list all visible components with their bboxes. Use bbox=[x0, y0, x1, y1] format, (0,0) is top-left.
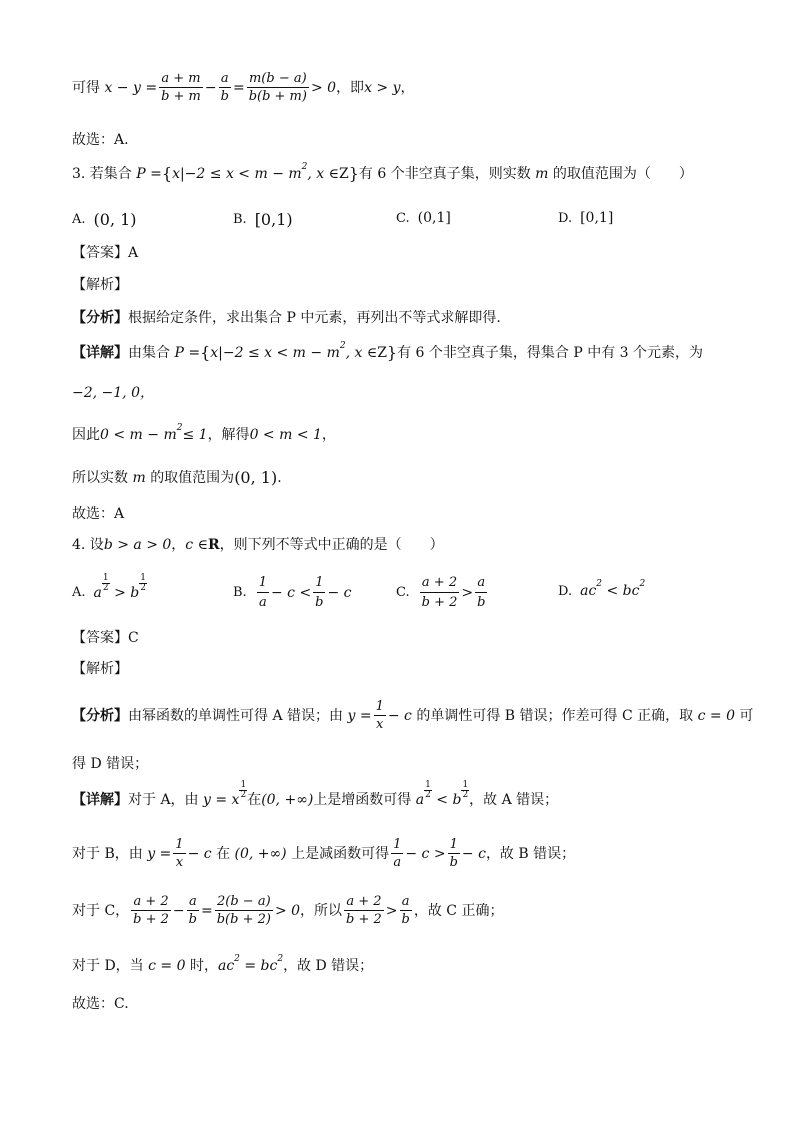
option-d: D. ac 2 < bc 2 bbox=[558, 579, 646, 599]
analysis-tag: 【解析】 bbox=[72, 277, 128, 293]
option-c: C. (0,1] bbox=[396, 210, 451, 226]
fraction: $\frac{a}{b}$ bbox=[220, 71, 229, 104]
answer-tag: 【答案】C bbox=[72, 630, 139, 646]
text: 可得 bbox=[72, 79, 100, 96]
text: 故选：A. bbox=[72, 132, 129, 148]
option-a: A. (0, 1) bbox=[72, 210, 137, 229]
text: ，即 bbox=[336, 79, 365, 96]
question-3: 3. 若集合 P = { x|−2 ≤ x < m − m 2 , x ∈ Z } 有 6 个非空真子集，则实数 m 的取值范围为（ ） bbox=[72, 161, 693, 183]
detail-line: 对于 D，当 c = 0 时， ac 2 = bc 2 ，故 D 错误； bbox=[72, 953, 374, 974]
detail-line: 【详解】 对于 A，由 y = x 1 2 在 (0, +∞) 上是增函数可得 a 1 2 < b 1 2 ，故 A 错误； bbox=[72, 780, 559, 808]
analysis-line: 【分析】 根据给定条件，求出集合 P 中元素，再列出不等式求解即得. bbox=[72, 310, 501, 326]
option-a: A. a 1 2 > b 1 2 bbox=[72, 573, 146, 601]
answer-tag: 【答案】A bbox=[72, 245, 139, 261]
derivation-line: 可得 x − y = $\frac{a + m}{b + m}$ − $\frac{a}{b}$ = $\frac{m(b - a)}{b(b + m)}$ > 0 ，即 x > y ， bbox=[72, 71, 415, 104]
detail-line: 因此 0 < m − m 2 ≤ 1 ，解得 0 < m < 1 ， bbox=[72, 422, 336, 443]
fraction: $\frac{m(b - a)}{b(b + m)}$ bbox=[248, 71, 307, 104]
option-b: B. [0,1) bbox=[233, 210, 293, 229]
option-d: D. [0,1] bbox=[558, 210, 614, 226]
text: 的取值范围为（ ） bbox=[552, 166, 693, 182]
text: 有 6 个非空真子集，则实数 bbox=[358, 166, 531, 182]
detail-line: 【详解】 由集合 P = { x|−2 ≤ x < m − m 2 , x ∈ Z } 有 6 个非空真子集，得集合 P 中有 3 个元素，为 bbox=[72, 340, 704, 362]
detail-line: 对于 B，由 y = $\frac{1}{x}$ − c 在 (0, +∞) 上是减函数可得 $\frac{1}{a}$ − c > $\frac{1}{b}$ − c ，故 B 错误； bbox=[72, 837, 576, 870]
detail-line: 对于 C， $\frac{a + 2}{b + 2}$ − $\frac{a}{b}$ = $\frac{2(b - a)}{b(b + 2)}$ > 0 ，所以 $\frac{a + 2}{b + 2}$ > $\frac{a}{b}$ ，故 C 正确； bbox=[72, 894, 504, 927]
text: 3. 若集合 bbox=[72, 166, 132, 182]
detail-line: −2, −1, 0， bbox=[72, 385, 154, 401]
fraction: $\frac{a + m}{b + m}$ bbox=[161, 71, 201, 104]
question-4: 4. 设 b > a > 0 ， c ∈ R ，则下列不等式中正确的是（ ） bbox=[72, 537, 444, 553]
text-line bbox=[72, 133, 129, 147]
option-b: B. $\frac{1}{a}$ − c < $\frac{1}{b}$ − c bbox=[233, 575, 352, 610]
text: ， bbox=[400, 79, 415, 96]
analysis-line: 【分析】 由幂函数的单调性可得 A 错误；由 y = $\frac{1}{x}$ − c 的单调性可得 B 错误；作差可得 C 正确，取 c = 0 可 bbox=[72, 699, 754, 732]
detail-line: 所以实数 m 的取值范围为 (0, 1) . bbox=[72, 468, 282, 487]
math: x − y = bbox=[100, 79, 158, 96]
text-line: 得 D 错误； bbox=[72, 756, 149, 772]
text-line: 故选：A bbox=[72, 506, 125, 522]
analysis-tag: 【解析】 bbox=[72, 661, 128, 677]
option-c: C. $\frac{a + 2}{b + 2}$ > $\frac{a}{b}$ bbox=[396, 575, 486, 610]
text-line: 故选：C. bbox=[72, 996, 129, 1012]
